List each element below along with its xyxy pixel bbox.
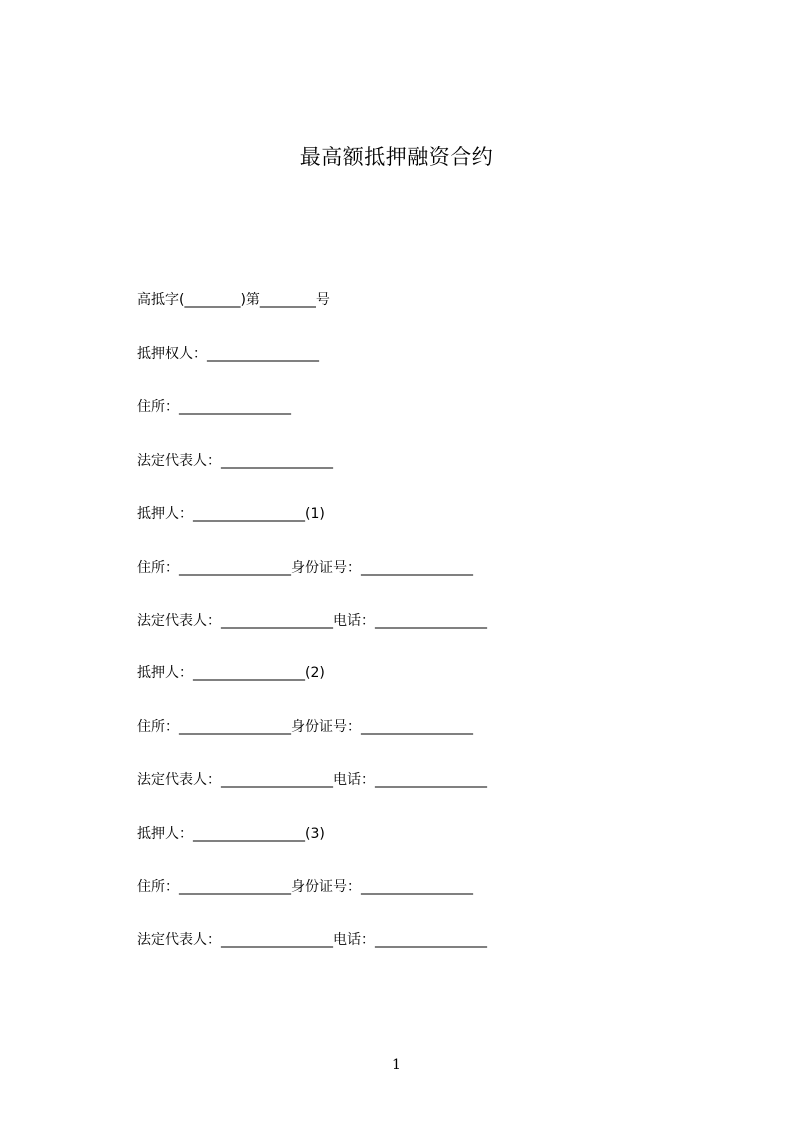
contract-number-line: 高抵字(________)第________号 — [137, 292, 330, 308]
mortgagor-3-line: 抵押人：________________(3) — [137, 826, 325, 842]
mortgagor-2-representative-phone-line: 法定代表人：________________电话：________________ — [137, 772, 487, 788]
mortgagor-1-line: 抵押人：________________(1) — [137, 506, 325, 522]
mortgagor-2-address-id-line: 住所：________________身份证号：________________ — [137, 719, 473, 735]
mortgagor-1-address-id-line: 住所：________________身份证号：________________ — [137, 560, 473, 576]
mortgagor-2-line: 抵押人：________________(2) — [137, 665, 325, 681]
mortgagee-representative-line: 法定代表人：________________ — [137, 453, 333, 469]
document-title: 最高额抵押融资合约 — [299, 145, 494, 169]
mortgagor-1-representative-phone-line: 法定代表人：________________电话：________________ — [137, 613, 487, 629]
mortgagor-3-representative-phone-line: 法定代表人：________________电话：________________ — [137, 932, 487, 948]
page-number: 1 — [392, 1057, 401, 1073]
mortgagee-line: 抵押权人：________________ — [137, 346, 319, 362]
mortgagee-address-line: 住所：________________ — [137, 399, 291, 415]
mortgagor-3-address-id-line: 住所：________________身份证号：________________ — [137, 879, 473, 895]
